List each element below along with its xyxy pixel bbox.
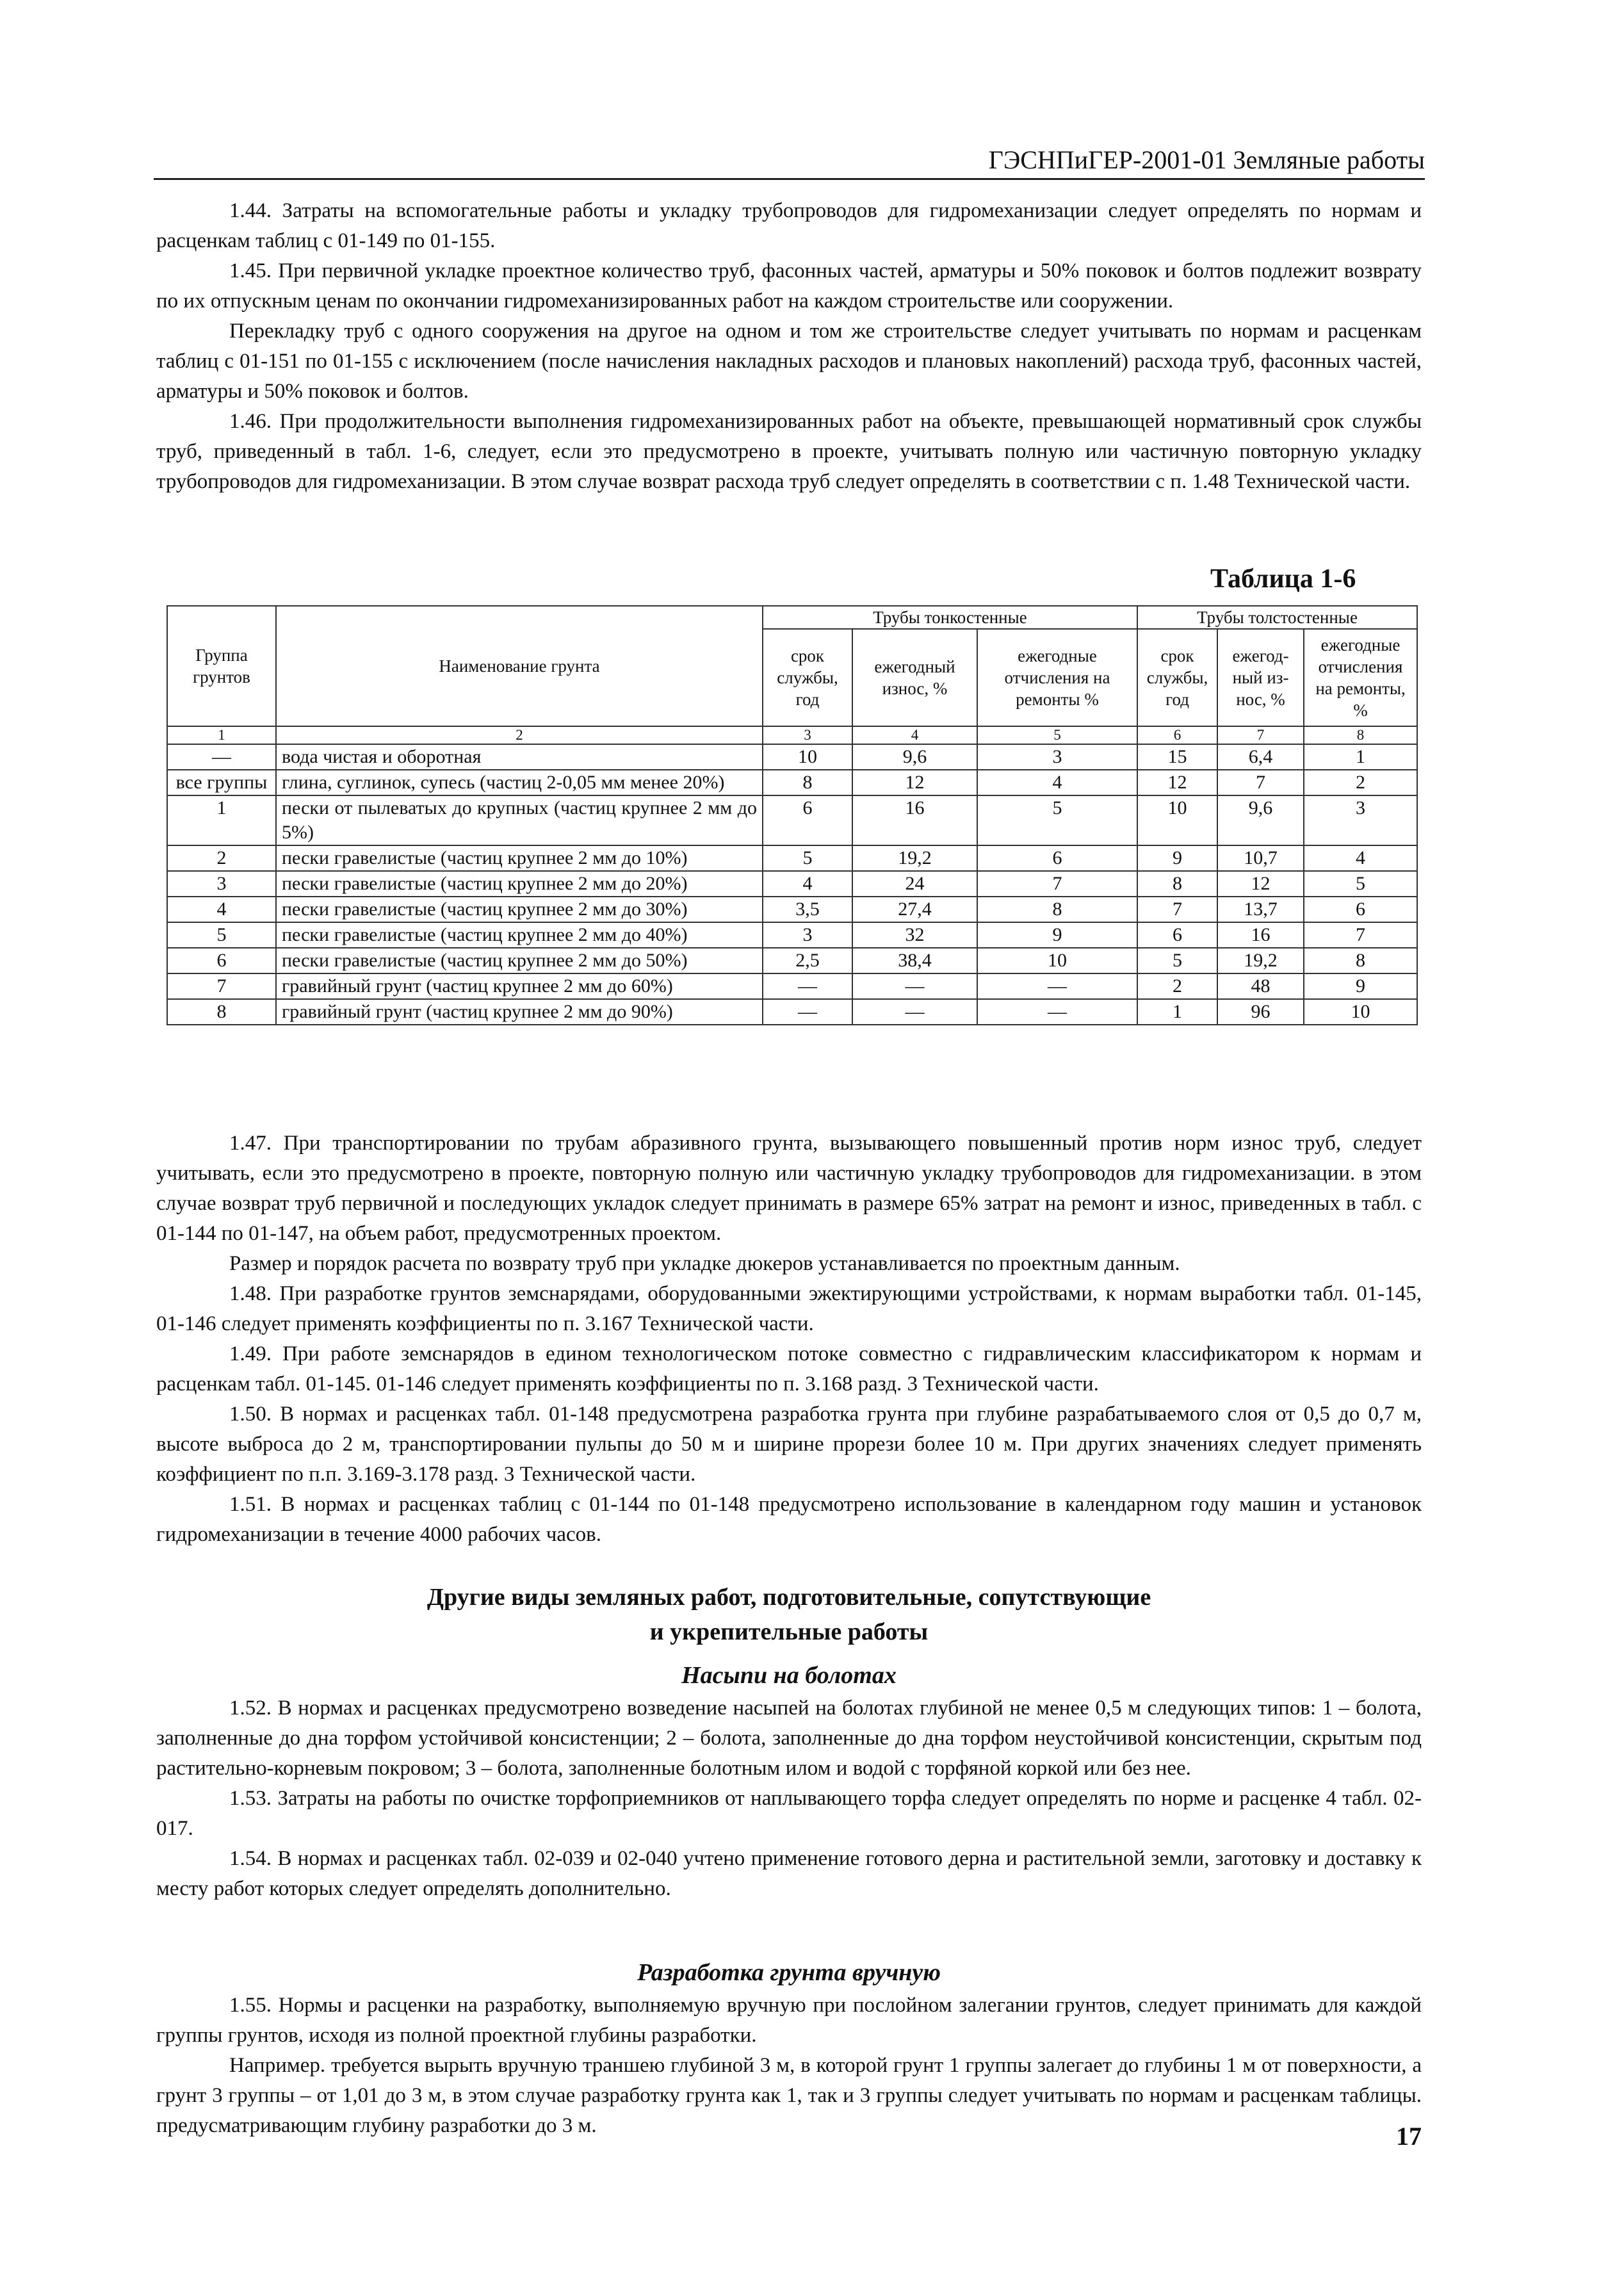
cell-soil-name: пески гравелистые (частиц крупнее 2 мм до 40%) [276, 922, 763, 948]
header-repair: ежегодные отчисления на ремонты % [977, 629, 1137, 726]
cell-group: 5 [167, 922, 276, 948]
paragraph: 1.47. При транспортировании по трубам абразивного грунта, вызывающего повышенный против норм износ труб, следует учитывать, если это предусмотрено в проекте, повторную полную или частичную укладку трубопроводов для гидромеханизации. в этом случае возврат труб первичной и последующих укладок следует принимать в размере 65% затрат на ремонт и износ, приведенных в табл. с 01-144 по 01-147, на объем работ, предусмотренных проектом. [156, 1132, 1422, 1245]
cell-value: 8 [763, 770, 852, 795]
cell-value: 9 [977, 922, 1137, 948]
column-number: 5 [977, 726, 1137, 744]
cell-value: 12 [1217, 871, 1304, 897]
cell-value: 13,7 [1217, 897, 1304, 922]
paragraph: 1.53. Затраты на работы по очистке торфоприемников от наплывающего торфа следует определять по норме и расценке 4 табл. 02-017. [156, 1787, 1422, 1840]
cell-value: — [852, 973, 977, 999]
cell-value: 5 [1137, 948, 1217, 973]
paragraph: 1.46. При продолжительности выполнения гидромеханизированных работ на объекте, превышающей нормативный срок службы труб, приведенный в табл. 1-6, следует, если это предусмотрено в проекте, учитывать полную или частичную повторную укладку трубопроводов для гидромеханизации. В этом случае возврат расхода труб следует определять в соответствии с п. 1.48 Технической части. [156, 410, 1422, 493]
cell-value: 96 [1217, 999, 1304, 1025]
cell-soil-name: вода чистая и оборотная [276, 744, 763, 770]
column-number-row [167, 726, 1417, 744]
cell-soil-name: пески от пылеватых до крупных (частиц крупнее 2 мм до 5%) [276, 795, 763, 845]
cell-value: 5 [1304, 871, 1417, 897]
running-header [154, 140, 1425, 180]
paragraph: 1.51. В нормах и расценках таблиц с 01-144 по 01-148 предусмотрено использование в календарном году машин и установок гидромеханизации в течение 4000 рабочих часов. [156, 1493, 1422, 1546]
cell-value: 4 [1304, 845, 1417, 871]
cell-value: 10,7 [1217, 845, 1304, 871]
table-row [167, 871, 1417, 897]
cell-group: — [167, 744, 276, 770]
cell-value: 9,6 [852, 744, 977, 770]
cell-value: 3 [977, 744, 1137, 770]
table-title: Таблица 1-6 [1210, 564, 1356, 594]
header-thin: Трубы тонкостенные [763, 606, 1137, 629]
paragraph: 1.48. При разработке грунтов земснарядами, оборудованными эжектирующими устройствами, к нормам выработки табл. 01-145, 01-146 следует применять коэффициенты по п. 3.167 Технической части. [156, 1282, 1422, 1335]
cell-value: 6,4 [1217, 744, 1304, 770]
cell-soil-name: пески гравелистые (частиц крупнее 2 мм до 50%) [276, 948, 763, 973]
paragraph: Размер и порядок расчета по возврату труб при укладке дюкеров устанавливается по проектным данным. [229, 1252, 1180, 1275]
cell-value: 8 [977, 897, 1137, 922]
header-name: Наименование грунта [276, 606, 763, 726]
paragraph: 1.55. Нормы и расценки на разработку, выполняемую вручную при послойном залегании грунтов, следует принимать для каждой группы грунтов, исходя из полной проектной глубины разработки. [156, 1994, 1422, 2047]
cell-value: 6 [1137, 922, 1217, 948]
paragraph: 1.54. В нормах и расценках табл. 02-039 и 02-040 учтено применение готового дерна и растительной земли, заготовку и доставку к месту работ которых следует определять дополнительно. [156, 1847, 1422, 1900]
page-number: 17 [1396, 2122, 1422, 2151]
cell-value: 10 [977, 948, 1137, 973]
cell-group: 7 [167, 973, 276, 999]
header-term-2: срок службы, год [1137, 629, 1217, 726]
cell-value: — [852, 999, 977, 1025]
cell-value: 2 [1304, 770, 1417, 795]
cell-value: 38,4 [852, 948, 977, 973]
paragraph: Перекладку труб с одного сооружения на другое на одном и том же строительстве следует учитывать по нормам и расценкам таблиц с 01-151 по 01-155 с исключением (после начисления накладных расходов и плановых накоплений) расхода труб, фасонных частей, арматуры и 50% поковок и болтов. [156, 320, 1422, 403]
cell-value: 4 [977, 770, 1137, 795]
subsection-title-manual: Разработка грунта вручную [637, 1959, 941, 1986]
cell-group: 4 [167, 897, 276, 922]
manual-paragraphs [156, 1990, 1422, 2141]
cell-value: 7 [1137, 897, 1217, 922]
paragraph: 1.50. В нормах и расценках табл. 01-148 предусмотрена разработка грунта при глубине разрабатываемого слоя от 0,5 до 0,7 м, высоте выброса до 2 м, транспортировании пульпы до 50 м и ширине прорези более 10 м. При других значениях следует применять коэффициент по п.п. 3.169-3.178 разд. 3 Технической части. [156, 1403, 1422, 1486]
cell-value: 3 [1304, 795, 1417, 845]
pipe-service-table [166, 605, 1418, 1025]
cell-value: 2,5 [763, 948, 852, 973]
paragraph: 1.49. При работе земснарядов в едином технологическом потоке совместно с гидравлическим классификатором к нормам и расценкам табл. 01-145. 01-146 следует применять коэффициенты по п. 3.168 разд. 3 Технической части. [156, 1342, 1422, 1396]
cell-value: 48 [1217, 973, 1304, 999]
header-repair-2: ежегодные отчисления на ремонты, % [1304, 629, 1417, 726]
cell-group: 6 [167, 948, 276, 973]
cell-value: 6 [763, 795, 852, 845]
table-row [167, 897, 1417, 922]
cell-value: 10 [763, 744, 852, 770]
subsection-title-swamps: Насыпи на болотах [681, 1662, 897, 1689]
cell-value: 5 [763, 845, 852, 871]
cell-value: 19,2 [1217, 948, 1304, 973]
table-row [167, 795, 1417, 845]
table-row [167, 744, 1417, 770]
column-number: 1 [167, 726, 276, 744]
cell-value: 10 [1304, 999, 1417, 1025]
column-number: 3 [763, 726, 852, 744]
cell-value: 16 [1217, 922, 1304, 948]
cell-value: 4 [763, 871, 852, 897]
cell-value: 27,4 [852, 897, 977, 922]
cell-value: 1 [1137, 999, 1217, 1025]
cell-value: 9 [1137, 845, 1217, 871]
cell-value: 10 [1137, 795, 1217, 845]
cell-value: 9 [1304, 973, 1417, 999]
section-title-line-1: Другие виды земляных работ, подготовительные, сопутствующие [426, 1584, 1151, 1611]
cell-soil-name: пески гравелистые (частиц крупнее 2 мм до 10%) [276, 845, 763, 871]
cell-group: 2 [167, 845, 276, 871]
cell-value: 7 [1304, 922, 1417, 948]
cell-value: — [763, 999, 852, 1025]
middle-paragraphs [156, 1128, 1422, 1550]
cell-value: 3 [763, 922, 852, 948]
cell-value: 15 [1137, 744, 1217, 770]
column-number: 8 [1304, 726, 1417, 744]
intro-paragraphs [156, 196, 1422, 497]
cell-value: — [763, 973, 852, 999]
column-number: 2 [276, 726, 763, 744]
header-group: Группа грунтов [167, 606, 276, 726]
cell-soil-name: пески гравелистые (частиц крупнее 2 мм до 30%) [276, 897, 763, 922]
cell-value: 9,6 [1217, 795, 1304, 845]
table-row [167, 973, 1417, 999]
cell-value: 19,2 [852, 845, 977, 871]
cell-value: 1 [1304, 744, 1417, 770]
cell-soil-name: пески гравелистые (частиц крупнее 2 мм до 20%) [276, 871, 763, 897]
cell-value: — [977, 973, 1137, 999]
column-number: 6 [1137, 726, 1217, 744]
cell-value: 8 [1137, 871, 1217, 897]
paragraph: 1.52. В нормах и расценках предусмотрено возведение насыпей на болотах глубиной не менее 0,5 м следующих типов: 1 – болота, заполненные до дна торфом устойчивой консистенции; 2 – болота, заполненные до дна торфом неустойчивой консистенции, скрытым под растительно-корневым покровом; 3 – болота, заполненные болотным илом и водой с торфяной коркой или без нее. [156, 1697, 1422, 1780]
header-thick: Трубы толстостенные [1137, 606, 1417, 629]
cell-value: 6 [1304, 897, 1417, 922]
header-wear-2: ежегод- ный из- нос, % [1217, 629, 1304, 726]
header-term: срок службы, год [763, 629, 852, 726]
cell-soil-name: гравийный грунт (частиц крупнее 2 мм до 90%) [276, 999, 763, 1025]
cell-value: 12 [1137, 770, 1217, 795]
cell-value: 7 [1217, 770, 1304, 795]
table-row [167, 845, 1417, 871]
paragraph: Например. требуется вырыть вручную траншею глубиной 3 м, в которой грунт 1 группы залегает до глубины 1 м от поверхности, а грунт 3 группы – от 1,01 до 3 м, в этом случае разработку грунта как 1, так и 3 группы следует учитывать по нормам и расценкам таблицы. предусматривающим глубину разработки до 3 м. [156, 2054, 1422, 2137]
cell-value: 8 [1304, 948, 1417, 973]
cell-group: 1 [167, 795, 276, 845]
cell-value: 32 [852, 922, 977, 948]
cell-value: 5 [977, 795, 1137, 845]
paragraph: 1.45. При первичной укладке проектное количество труб, фасонных частей, арматуры и 50% поковок и болтов подлежит возврату по их отпускным ценам по окончании гидромеханизированных работ на каждом строительстве или сооружении. [156, 259, 1422, 313]
cell-group: все группы [167, 770, 276, 795]
cell-value: 24 [852, 871, 977, 897]
table-row [167, 922, 1417, 948]
header-wear: ежегодный износ, % [852, 629, 977, 726]
table-row [167, 770, 1417, 795]
cell-group: 8 [167, 999, 276, 1025]
header-text: ГЭСНПиГЕР-2001-01 Земляные работы [988, 145, 1425, 174]
cell-value: 6 [977, 845, 1137, 871]
cell-value: — [977, 999, 1137, 1025]
section-title-line-2: и укрепительные работы [649, 1618, 929, 1645]
column-number: 7 [1217, 726, 1304, 744]
cell-value: 7 [977, 871, 1137, 897]
paragraph: 1.44. Затраты на вспомогательные работы и укладку трубопроводов для гидромеханизации следует определять по нормам и расценкам таблиц с 01-149 по 01-155. [156, 199, 1422, 252]
column-number: 4 [852, 726, 977, 744]
cell-group: 3 [167, 871, 276, 897]
cell-value: 3,5 [763, 897, 852, 922]
cell-value: 16 [852, 795, 977, 845]
cell-soil-name: глина, суглинок, супесь (частиц 2-0,05 мм менее 20%) [276, 770, 763, 795]
swamp-paragraphs [156, 1693, 1422, 1904]
cell-value: 2 [1137, 973, 1217, 999]
table-row [167, 948, 1417, 973]
cell-soil-name: гравийный грунт (частиц крупнее 2 мм до 60%) [276, 973, 763, 999]
table-row [167, 999, 1417, 1025]
cell-value: 12 [852, 770, 977, 795]
